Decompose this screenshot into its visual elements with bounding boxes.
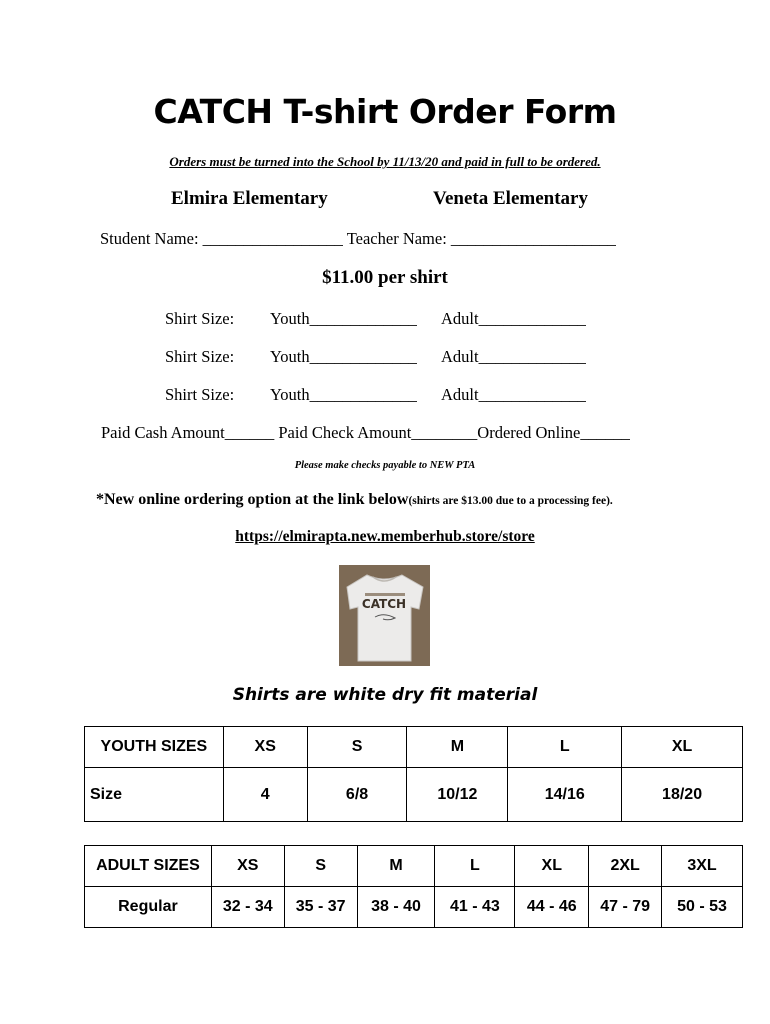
student-teacher-line: Student Name: _________________ Teacher Name: ____________________ xyxy=(100,229,616,248)
adult-row-label: Regular xyxy=(85,887,212,928)
adult-size-cell: 44 - 46 xyxy=(515,887,589,928)
store-link[interactable]: https://elmirapta.new.memberhub.store/store xyxy=(235,528,535,545)
adult-size-row xyxy=(85,887,743,928)
adult-size-cell: 50 - 53 xyxy=(662,887,743,928)
adult-size-cell: 32 - 34 xyxy=(211,887,284,928)
online-fee-note: (shirts are $13.00 due to a processing fee). xyxy=(408,495,613,507)
deadline-note: Orders must be turned into the School by 11/13/20 and paid in full to be ordered. xyxy=(169,154,601,169)
t-shirt-icon xyxy=(339,565,430,666)
adult-header-cell: XL xyxy=(515,846,589,887)
adult-field-2: Adult_____________ xyxy=(441,347,586,366)
adult-size-table xyxy=(84,845,743,928)
youth-size-cell: 6/8 xyxy=(307,768,407,822)
photo-logo-text: CATCH xyxy=(361,597,407,611)
youth-size-cell: 14/16 xyxy=(508,768,622,822)
youth-header-cell: YOUTH SIZES xyxy=(85,727,224,768)
adult-size-cell: 41 - 43 xyxy=(435,887,515,928)
adult-header-cell: 3XL xyxy=(662,846,743,887)
youth-size-table xyxy=(84,726,743,822)
adult-header-cell: ADULT SIZES xyxy=(85,846,212,887)
youth-size-row xyxy=(85,768,743,822)
price: $11.00 per shirt xyxy=(322,267,448,288)
shirt-size-label-3: Shirt Size: xyxy=(165,385,235,404)
adult-header-cell: XS xyxy=(211,846,284,887)
material-note: Shirts are white dry fit material xyxy=(232,685,538,705)
online-ordering-note xyxy=(96,491,613,509)
youth-field-3: Youth_____________ xyxy=(270,385,417,404)
youth-size-cell: 4 xyxy=(223,768,307,822)
shirt-size-label-2: Shirt Size: xyxy=(165,347,235,366)
adult-field-3: Adult_____________ xyxy=(441,385,586,404)
checks-payable-note: Please make checks payable to NEW PTA xyxy=(294,460,476,471)
youth-field-2: Youth_____________ xyxy=(270,347,417,366)
school-elmira: Elmira Elementary xyxy=(171,188,328,209)
adult-header-cell: S xyxy=(284,846,357,887)
form-title: CATCH T-shirt Order Form xyxy=(153,92,617,131)
adult-header-row xyxy=(85,846,743,887)
adult-header-cell: L xyxy=(435,846,515,887)
shirt-photo xyxy=(339,565,430,666)
youth-field-1: Youth_____________ xyxy=(270,309,417,328)
school-veneta: Veneta Elementary xyxy=(433,188,588,209)
adult-size-cell: 47 - 79 xyxy=(589,887,662,928)
youth-row-label: Size xyxy=(85,768,224,822)
adult-size-cell: 35 - 37 xyxy=(284,887,357,928)
youth-header-cell: L xyxy=(508,727,622,768)
adult-field-1: Adult_____________ xyxy=(441,309,586,328)
youth-size-cell: 18/20 xyxy=(622,768,743,822)
youth-header-cell: M xyxy=(407,727,508,768)
adult-header-cell: 2XL xyxy=(589,846,662,887)
payment-line: Paid Cash Amount______ Paid Check Amount________Ordered Online______ xyxy=(101,423,630,442)
online-option-text: *New online ordering option at the link below xyxy=(96,491,409,508)
shirt-size-label-1: Shirt Size: xyxy=(165,309,235,328)
youth-header-cell: XL xyxy=(622,727,743,768)
youth-size-cell: 10/12 xyxy=(407,768,508,822)
adult-header-cell: M xyxy=(357,846,435,887)
youth-header-cell: XS xyxy=(223,727,307,768)
youth-header-row xyxy=(85,727,743,768)
youth-header-cell: S xyxy=(307,727,407,768)
adult-size-cell: 38 - 40 xyxy=(357,887,435,928)
